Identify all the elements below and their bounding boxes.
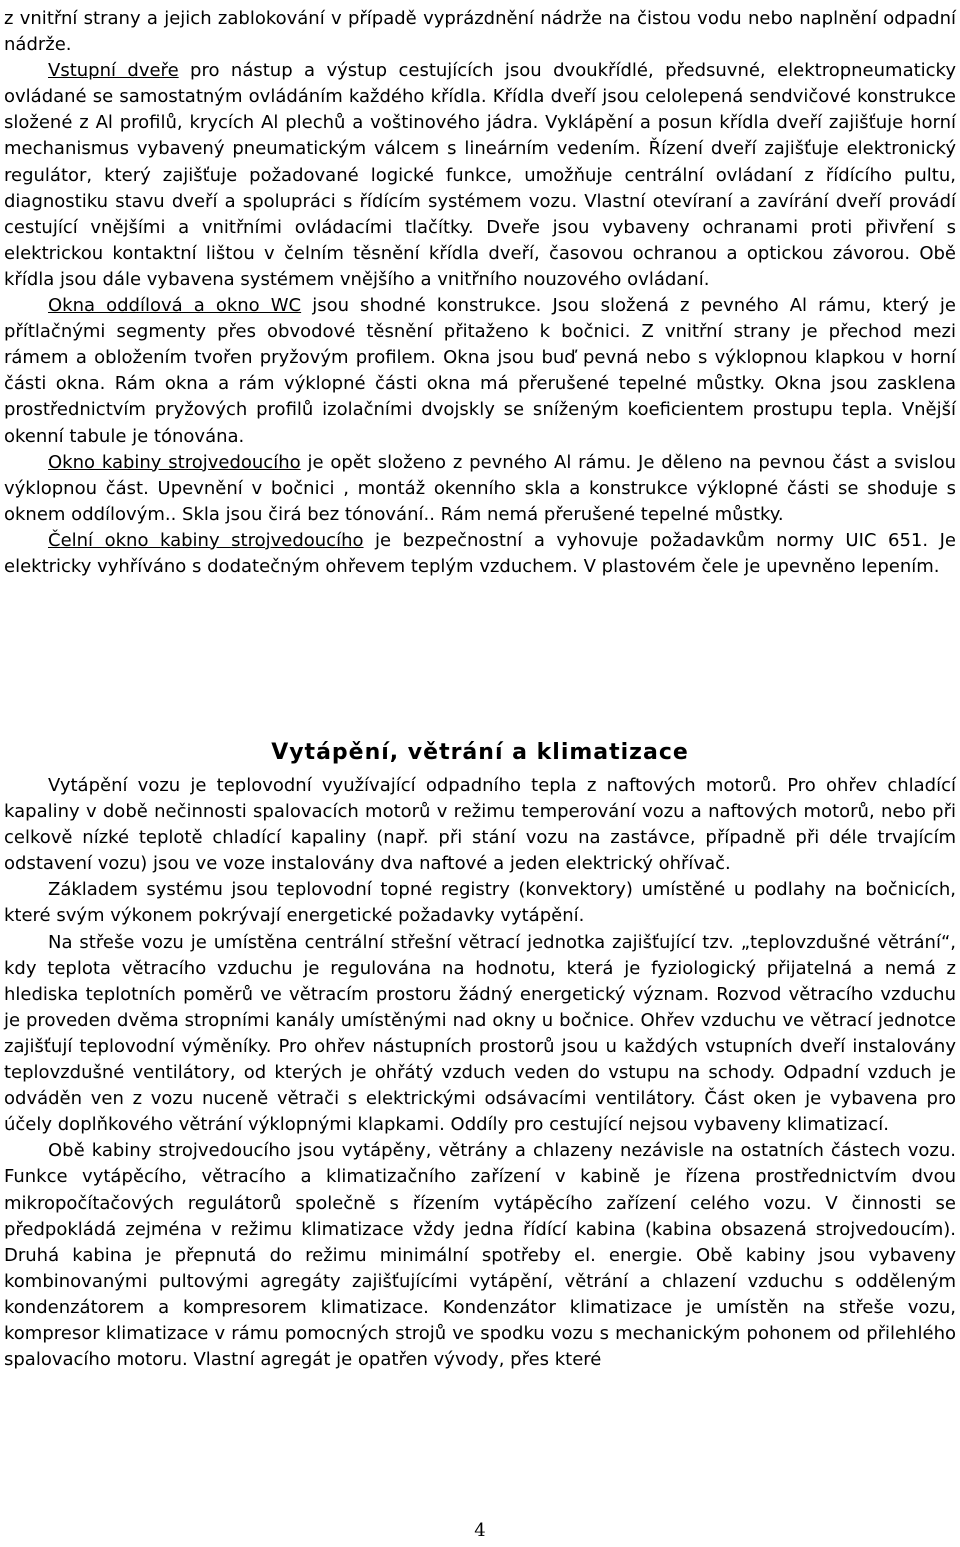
paragraph: Základem systému jsou teplovodní topné registry (konvektory) umístěné u podlahy na bočnicích, které svým výkonem pokrývají energetické požadavky vytápění. <box>4 879 956 927</box>
term-cab-window: Okno kabiny strojvedoucího <box>48 451 301 473</box>
page-number: 4 <box>474 1520 486 1541</box>
paragraph-text: je bezpečnostní a vyhovuje požadavkům normy UIC 651. Je elektricky vyhříváno s dodatečným ohřevem teplým vzduchem. V plastovém čele je upevněno lepením. <box>4 529 957 577</box>
section-heating <box>4 773 956 1373</box>
paragraph-cab-window <box>4 450 956 528</box>
paragraph-entry-doors <box>4 58 956 293</box>
term-entry-doors: Vstupní dveře <box>48 60 179 82</box>
term-compartment-windows: Okna oddílová a okno WC <box>48 295 302 317</box>
term-front-window: Čelní okno kabiny strojvedoucího <box>48 529 364 551</box>
paragraph-windows <box>4 293 956 450</box>
paragraph: z vnitřní strany a jejich zablokování v případě vyprázdnění nádrže na čistou vodu nebo naplnění odpadní nádrže. <box>4 8 956 56</box>
paragraph: Obě kabiny strojvedoucího jsou vytápěny, větrány a chlazeny nezávisle na ostatních částech vozu. Funkce vytápěcího, větracího a klimatizačního zařízení v kabině je řízena prostřednictvím dvou mikropočítačových regulátorů společně s řízením vytápěcího zařízení celého vozu. V činnosti se předpokládá zejména v režimu klimatizace vždy jedna řídící kabina (kabina obsazená strojvedoucím). Druhá kabina je přepnutá do režimu minimální spotřeby el. energie. Obě kabiny jsou vybaveny kombinovanými pultovými agregáty zajišťujícími vytápění, větrání a chlazení vzduchu s odděleným kondenzátorem a kompresorem klimatizace. Kondenzátor klimatizace je umístěn na střeše vozu, kompresor klimatizace v rámu pomocných strojů ve spodku vozu s mechanickým pohonem od přilehlého spalovacího motoru. Vlastní agregát je opatřen vývody, přes které <box>4 1140 956 1371</box>
paragraph-front-window <box>4 528 956 580</box>
paragraph: Na střeše vozu je umístěna centrální střešní větrací jednotka zajišťující tzv. „teplovzdušné větrání“, kdy teplota větracího vzduchu je regulována na hodnotu, která je fyziologický přijatelná a nemá z hlediska teplotních poměrů ve větracím prostoru žádný energetický význam. Rozvod větracího vzduchu je proveden dvěma stropními kanály umístěnými nad okny u bočnice. Ohřev vzduchu ve větrací jednotce zajišťují teplovodní výměníky. Pro ohřev nástupních prostorů jsou u každých vstupních dveří instalovány teplovzdušné ventilátory, od kterých je ohřátý vzduch veden do vstupu na schody. Odpadní vzduch je odváděn ven z vozu nuceně větrači s elektrickými odsávacími ventilátory. Část oken je vybavena pro účely doplňkového větrání výklopnými klapkami. Oddíly pro cestující nejsou vybaveny klimatizací. <box>4 931 956 1136</box>
document-body <box>4 6 956 580</box>
paragraph-text: je opět složeno z pevného Al rámu. Je děleno na pevnou část a svislou výklopnou část. Upevnění v bočnici , montáž okenního skla a konstrukce výklopné části se shoduje s oknem oddílovým.. Skla jsou čirá bez tónování.. Rám nemá přerušené tepelné můstky. <box>4 451 956 525</box>
paragraph: Vytápění vozu je teplovodní využívající odpadního tepla z naftových motorů. Pro ohřev chladící kapaliny v době nečinnosti spalovacích motorů v režimu temperování vozu a naftových motorů, nebo při celkově nízké teplotě chladící kapaliny (např. při stání vozu na zastávce, případně při déle trvajícím odstavení vozu) jsou ve voze instalovány dva naftové a jeden elektrický ohřívač. <box>4 775 956 875</box>
section-heading: Vytápění, větrání a klimatizace <box>271 740 689 765</box>
paragraph-text: jsou shodné konstrukce. Jsou složená z pevného Al rámu, který je přítlačnými segmenty přes obvodové těsnění přitaženo k bočnici. Z vnitřní strany je přechod mezi rámem a obložením tvořen pryžovým profilem. Okna jsou buď pevná nebo s výklopnou klapkou v horní části okna. Rám okna a rám výklopné části okna má přerušené tepelné můstky. Okna jsou zasklena prostřednictvím pryžových profilů izolačními dvojskly se sníženým koeficientem prostupu tepla. Vnější okenní tabule je tónována. <box>4 295 956 447</box>
paragraph-text: pro nástup a výstup cestujících jsou dvoukřídlé, předsuvné, elektropneumaticky ovládané se samostatným ovládáním každého křídla. Křídla dveří jsou celolepená sendvičové konstrukce složené z Al profilů, krycích Al plechů a voštinového jádra. Vyklápění a posun křídla dveří zajišťuje horní mechanismus vybavený pneumatickým válcem s lineárním vedením. Řízení dveří zajišťuje elektronický regulátor, který zajišťuje požadované logické funkce, umožňuje centrální ovládaní z řídícího pultu, diagnostiku stavu dveří a spolupráci s řídícím systémem vozu. Vlastní otevíraní a zavírání dveří provádí cestující vnějšími a vnitřními ovládacími tlačítky. Dveře jsou vybaveny ochranami proti přivření s elektrickou kontaktní lištou v čelním těsnění křídla dveří, časovou ochranou a optickou závorou. Obě křídla jsou dále vybavena systémem vnějšího a vnitřního nouzového ovládaní. <box>4 60 956 290</box>
